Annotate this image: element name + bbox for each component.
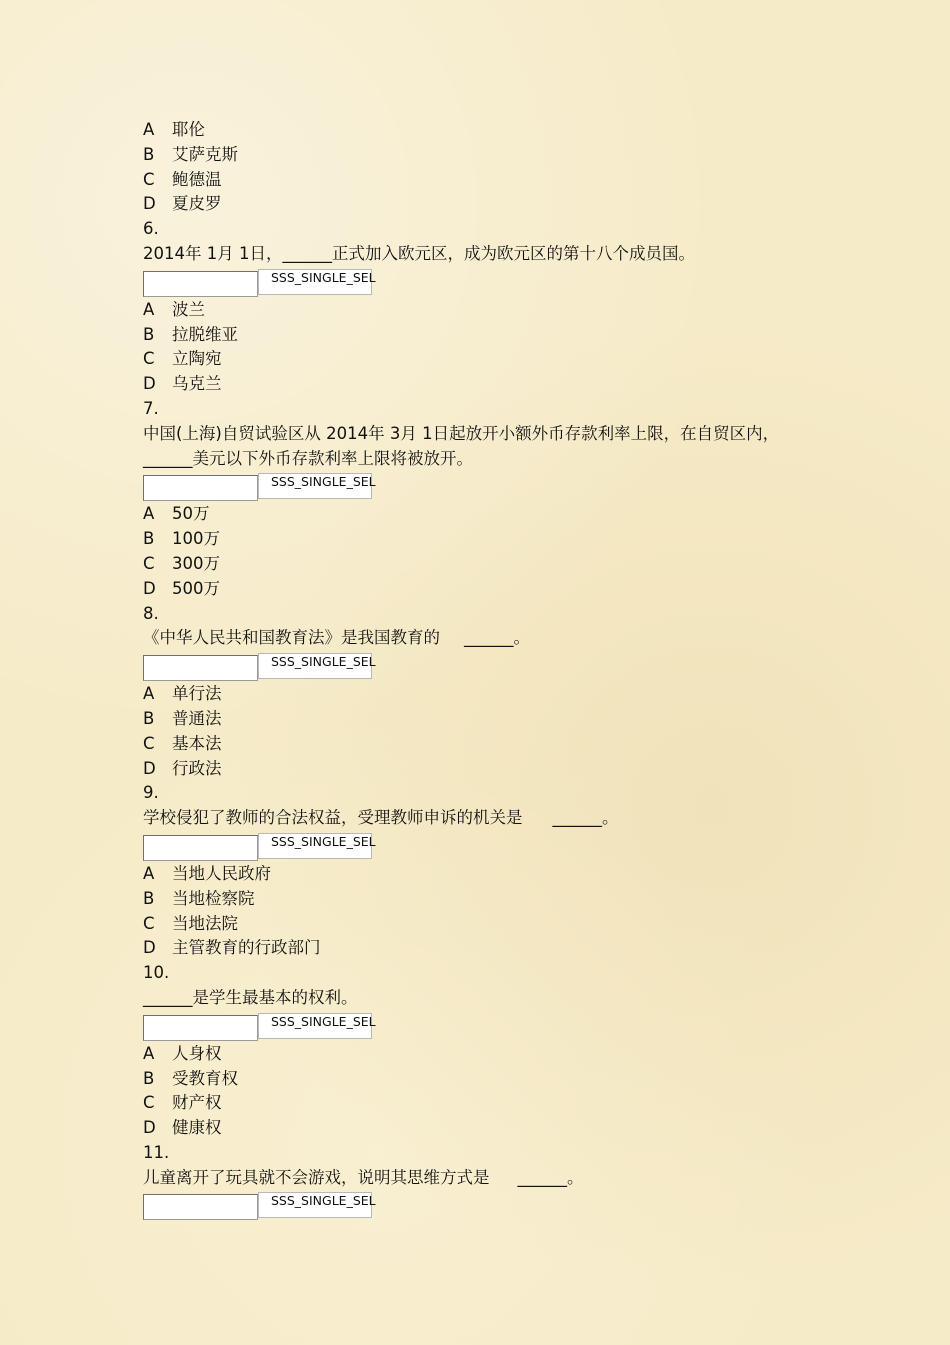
answer-input[interactable] [143, 1015, 258, 1041]
option-row [143, 298, 803, 323]
option-text: 耶伦 [172, 120, 205, 139]
option-letter: A [143, 684, 155, 704]
question-number: 7. [143, 398, 159, 418]
single-select-label: SSS_SINGLE_SEL [258, 1192, 372, 1218]
option-letter: D [143, 758, 156, 778]
answer-row [143, 653, 803, 682]
question-text [143, 806, 803, 831]
single-select-label: SSS_SINGLE_SEL [258, 473, 372, 499]
option-row [143, 707, 803, 732]
option-text: 人身权 [172, 1043, 222, 1063]
option-text: 当地检察院 [172, 888, 255, 908]
question-text-before: 中国(上海)自贸试验区从 2014年 3月 1日起放开小额外币存款利率上限，在自贸区内， [143, 423, 780, 443]
question-text [143, 986, 803, 1011]
question-text-after: 正式加入欧元区，成为欧元区的第十八个成员国。 [331, 243, 695, 263]
option-row [143, 887, 803, 912]
answer-row [143, 473, 803, 502]
option-letter: C [143, 733, 155, 753]
single-select-label: SSS_SINGLE_SEL [258, 653, 372, 679]
question-text-before: 《中华人民共和国教育法》是我国教育的 [143, 628, 440, 648]
question-text [143, 1166, 803, 1191]
option-text: 立陶宛 [172, 349, 222, 369]
option-letter: A [143, 120, 155, 139]
option-letter: D [143, 938, 156, 958]
option-letter: B [143, 324, 155, 344]
option-text: 乌克兰 [172, 374, 222, 394]
option-row [143, 577, 803, 602]
option-text: 夏皮罗 [172, 194, 222, 214]
question-number: 11. [143, 1142, 170, 1162]
option-row [143, 502, 803, 527]
question-blank: ______ [552, 808, 602, 828]
answer-input[interactable] [143, 655, 258, 681]
question-blank: ______ [517, 1167, 567, 1187]
option-row [143, 1091, 803, 1116]
question-blank: ______ [464, 628, 514, 648]
option-text: 健康权 [172, 1118, 222, 1138]
option-row [143, 732, 803, 757]
question-text-after: 。 [513, 628, 530, 648]
question-blank: ______ [143, 448, 193, 468]
option-letter: B [143, 888, 155, 908]
question-text [143, 242, 803, 267]
question-text-before: 学校侵犯了教师的合法权益，受理教师申诉的机关是 [143, 808, 523, 828]
question-blank: ______ [143, 987, 193, 1007]
question-text-before: 儿童离开了玩具就不会游戏，说明其思维方式是 [143, 1167, 490, 1187]
option-row [143, 552, 803, 577]
option-letter: B [143, 144, 155, 164]
option-row [143, 527, 803, 552]
exam-content [143, 118, 803, 1221]
option-letter: D [143, 194, 156, 214]
option-text: 单行法 [172, 684, 222, 704]
option-text: 当地法院 [172, 913, 238, 933]
option-letter: B [143, 708, 155, 728]
option-row [143, 1116, 803, 1141]
option-row [143, 1067, 803, 1092]
option-text: 行政法 [172, 758, 222, 778]
option-text: 波兰 [172, 299, 205, 319]
question-number: 6. [143, 219, 159, 239]
option-text: 300万 [172, 553, 220, 573]
option-letter: A [143, 863, 155, 883]
option-row [143, 118, 803, 143]
single-select-label: SSS_SINGLE_SEL [258, 833, 372, 859]
question-text-after: 美元以下外币存款利率上限将被放开。 [192, 448, 473, 468]
option-letter: D [143, 1118, 156, 1138]
single-select-label: SSS_SINGLE_SEL [258, 269, 372, 295]
option-row [143, 192, 803, 217]
answer-row [143, 1013, 803, 1042]
question-number: 10. [143, 963, 170, 983]
option-text: 50万 [172, 504, 210, 524]
question-number: 8. [143, 603, 159, 623]
question-blank: ______ [282, 243, 332, 263]
question-text-after: 。 [602, 808, 619, 828]
question-text-after: 是学生最基本的权利。 [192, 987, 358, 1007]
answer-input[interactable] [143, 835, 258, 861]
option-letter: B [143, 529, 155, 549]
option-letter: C [143, 169, 155, 189]
option-letter: A [143, 1043, 155, 1063]
option-letter: C [143, 553, 155, 573]
option-row [143, 682, 803, 707]
option-row [143, 757, 803, 782]
option-text: 艾萨克斯 [172, 144, 238, 164]
option-letter: A [143, 504, 155, 524]
option-row [143, 912, 803, 937]
answer-row [143, 269, 803, 298]
option-row [143, 862, 803, 887]
option-letter: C [143, 913, 155, 933]
option-letter: C [143, 1093, 155, 1113]
option-letter: D [143, 374, 156, 394]
option-letter: A [143, 299, 155, 319]
option-text: 受教育权 [172, 1068, 238, 1088]
option-text: 基本法 [172, 733, 222, 753]
single-select-label: SSS_SINGLE_SEL [258, 1013, 372, 1039]
option-text: 鲍德温 [172, 169, 222, 189]
option-letter: C [143, 349, 155, 369]
option-row [143, 1042, 803, 1067]
question-number: 9. [143, 783, 159, 803]
option-text: 拉脱维亚 [172, 324, 238, 344]
answer-input[interactable] [143, 475, 258, 501]
option-row [143, 372, 803, 397]
question-text-after: 。 [567, 1167, 584, 1187]
option-row [143, 936, 803, 961]
option-text: 普通法 [172, 708, 222, 728]
option-row [143, 323, 803, 348]
option-text: 100万 [172, 529, 220, 549]
question-text [143, 422, 788, 472]
option-row [143, 143, 803, 168]
answer-row [143, 1192, 803, 1221]
option-row [143, 168, 803, 193]
option-letter: B [143, 1068, 155, 1088]
option-text: 500万 [172, 578, 220, 598]
option-letter: D [143, 578, 156, 598]
option-text: 财产权 [172, 1093, 222, 1113]
option-text: 当地人民政府 [172, 863, 271, 883]
option-text: 主管教育的行政部门 [172, 938, 321, 958]
question-text [143, 626, 803, 651]
answer-input[interactable] [143, 271, 258, 297]
answer-input[interactable] [143, 1194, 258, 1220]
answer-row [143, 833, 803, 862]
option-row [143, 347, 803, 372]
question-text-before: 2014年 1月 1日， [143, 243, 283, 263]
